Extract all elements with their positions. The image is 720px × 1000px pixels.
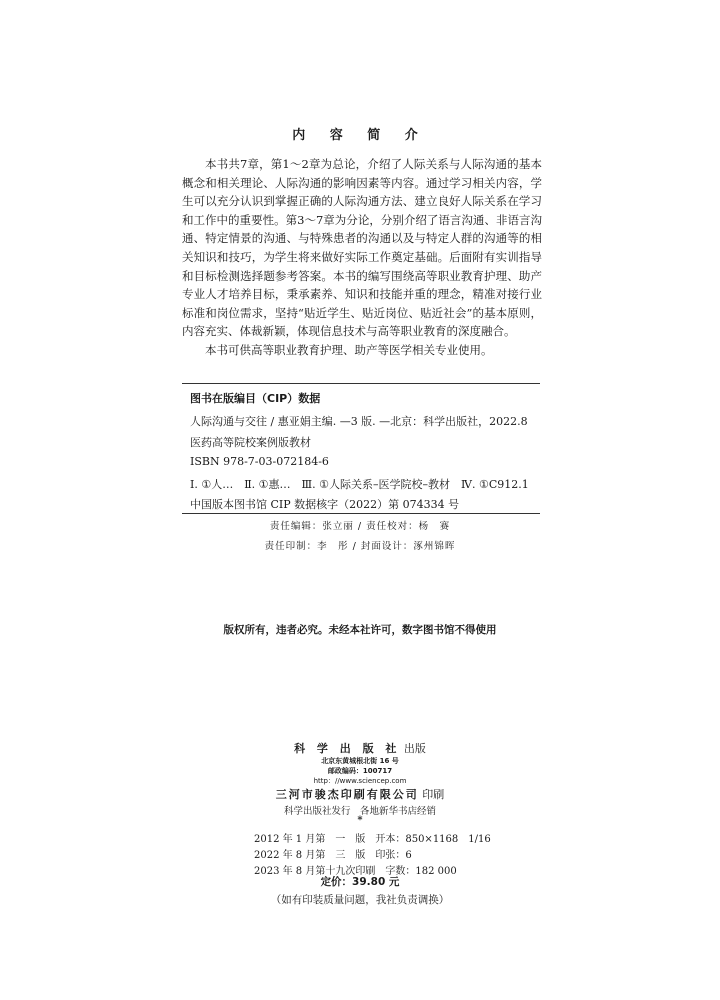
cip-heading: 图书在版编目（CIP）数据 — [190, 392, 321, 405]
publisher-suffix: 出版 — [403, 742, 426, 755]
separator-star: * — [357, 815, 363, 826]
cip-bottom-rule — [182, 513, 540, 514]
cip-line-title: 人际沟通与交往 / 惠亚娟主编. —3 版. —北京：科学出版社，2022.8 — [190, 415, 528, 428]
publisher-postcode: 邮政编码：100717 — [327, 767, 393, 775]
quality-note: （如有印装质量问题，我社负责调换） — [270, 894, 450, 906]
editor-credits: 责任编辑：张立丽 / 责任校对：杨 赛 — [269, 521, 451, 532]
summary-title: 内 容 简 介 — [292, 128, 428, 143]
summary-paragraph: 本书共7章，第1～2章为总论，介绍了人际关系与人际沟通的基本概念和相关理论、人际沟通的影响因素等内容。通过学习相关内容，学生可以充分认识到掌握正确的人际沟通方法、建立良好人际关系在学习和工作中的重要性。第3～7章为分论，分别介绍了语言沟通、非语言沟通、特定情景的沟通、与特殊患者的沟通以及与特定人群的沟通等的相关知识和技巧，为学生将来做好实际工作奠定基础。后面附有实训指导和目标检测选择题参考答案。本书的编写围绕高等职业教育护理、助产专业人才培养目标，秉承素养、知识和技能并重的理念，精准对接行业标准和岗位需求，坚持“贴近学生、贴近岗位、贴近社会”的基本原则，内容充实、体裁新颖，体现信息技术与高等职业教育的深度融合。 — [182, 157, 542, 339]
production-credits: 责任印制：李 彤 / 封面设计：涿州锦晖 — [264, 541, 456, 552]
summary-paragraph: 本书可供高等职业教育护理、助产等医学相关专业使用。 — [205, 342, 493, 357]
copyright-notice: 版权所有，违者必究。未经本社许可，数字图书馆不得使用 — [223, 624, 497, 636]
cip-line-classification: Ⅰ. ①人… Ⅱ. ①惠… Ⅲ. ①人际关系–医学院校–教材 Ⅳ. ①C912.1 — [190, 478, 529, 491]
publisher-address: 北京东黄城根北街 16 号 — [321, 757, 399, 765]
distribution-line: 科学出版社发行 各地新华书店经销 — [283, 806, 436, 817]
cip-top-rule — [182, 383, 540, 384]
printer-name: 三河市骏杰印刷有限公司 — [275, 788, 419, 801]
summary-body — [182, 155, 542, 360]
printer-line — [0, 786, 720, 802]
publisher-line — [0, 740, 720, 756]
cip-line-isbn: ISBN 978-7-03-072184-6 — [190, 455, 329, 468]
edition-line: 2022 年 8 月第 三 版 印张：6 — [254, 850, 412, 861]
publisher-name: 科 学 出 版 社 — [294, 742, 401, 755]
printer-suffix: 印刷 — [422, 788, 445, 801]
cip-line-series: 医药高等院校案例版教材 — [190, 436, 311, 449]
edition-line: 2012 年 1 月第 一 版 开本：850×1168 1/16 — [254, 834, 491, 845]
cip-line-cip-number: 中国版本图书馆 CIP 数据核字（2022）第 074334 号 — [190, 498, 460, 511]
publisher-url: http：//www.sciencep.com — [313, 777, 407, 785]
price: 定价：39.80 元 — [320, 876, 400, 888]
edition-line: 2023 年 8 月第十九次印刷 字数：182 000 — [254, 866, 457, 877]
